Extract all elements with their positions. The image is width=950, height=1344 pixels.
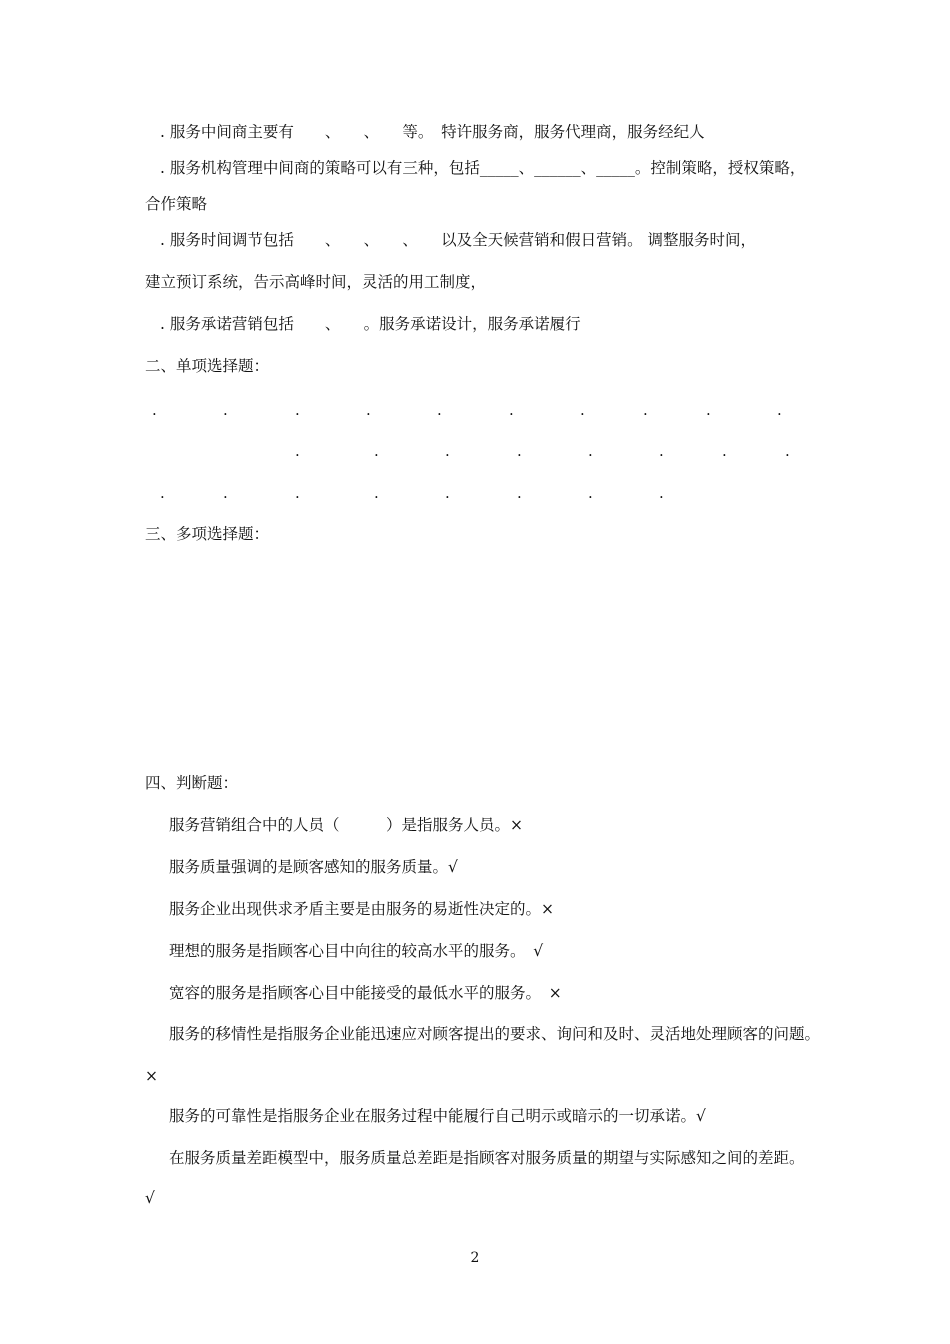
- answer-dot: .: [223, 484, 228, 502]
- fill-in-question-2-continued: 合作策略: [145, 195, 208, 213]
- answer-dot: .: [445, 442, 450, 460]
- answer-dot: .: [659, 442, 664, 460]
- answer-dot: .: [295, 442, 300, 460]
- answer-dot: .: [777, 401, 782, 419]
- true-false-item-continued: √: [145, 1189, 155, 1207]
- section-heading-single-choice: 二、单项选择题：: [145, 357, 270, 375]
- fill-in-question-3: . 服务时间调节包括 、 、 、 以及全天候营销和假日营销。 调整服务时间，: [160, 231, 757, 249]
- true-false-item: 理想的服务是指顾客心目中向往的较高水平的服务。 √: [169, 942, 544, 960]
- true-false-item: 服务的可靠性是指服务企业在服务过程中能履行自己明示或暗示的一切承诺。√: [169, 1107, 706, 1125]
- true-false-item: 在服务质量差距模型中，服务质量总差距是指顾客对服务质量的期望与实际感知之间的差距。: [169, 1149, 805, 1167]
- answer-dot: .: [588, 442, 593, 460]
- answer-dot: .: [160, 484, 165, 502]
- answer-dot: .: [445, 484, 450, 502]
- section-heading-multiple-choice: 三、多项选择题：: [145, 525, 270, 543]
- answer-dot: .: [643, 401, 648, 419]
- answer-dot: .: [223, 401, 228, 419]
- answer-dot: .: [659, 484, 664, 502]
- answer-dot: .: [517, 484, 522, 502]
- answer-dot: .: [374, 442, 379, 460]
- true-false-item-continued: ×: [145, 1067, 158, 1085]
- fill-in-question-4: . 服务承诺营销包括 、 。服务承诺设计，服务承诺履行: [160, 315, 581, 333]
- answer-dot: .: [295, 401, 300, 419]
- page-number: 2: [470, 1250, 480, 1266]
- answer-dot: .: [509, 401, 514, 419]
- fill-in-question-3-continued: 建立预订系统，告示高峰时间，灵活的用工制度，: [145, 273, 487, 291]
- answer-dot: .: [366, 401, 371, 419]
- answer-dot: .: [295, 484, 300, 502]
- answer-dot: .: [588, 484, 593, 502]
- true-false-item: 服务质量强调的是顾客感知的服务质量。√: [169, 858, 458, 876]
- answer-dot: .: [437, 401, 442, 419]
- true-false-item: 服务企业出现供求矛盾主要是由服务的易逝性决定的。×: [169, 900, 554, 918]
- section-heading-true-false: 四、判断题：: [145, 774, 239, 792]
- answer-dot: .: [517, 442, 522, 460]
- answer-dot: .: [785, 442, 790, 460]
- answer-dot: .: [152, 401, 157, 419]
- answer-dot: .: [706, 401, 711, 419]
- answer-dot: .: [722, 442, 727, 460]
- true-false-item: 服务的移情性是指服务企业能迅速应对顾客提出的要求、询问和及时、灵活地处理顾客的问题。: [169, 1025, 821, 1043]
- answer-dot: .: [374, 484, 379, 502]
- true-false-item: 宽容的服务是指顾客心目中能接受的最低水平的服务。 ×: [169, 984, 562, 1002]
- answer-dot: .: [580, 401, 585, 419]
- true-false-item: 服务营销组合中的人员（ ）是指服务人员。×: [169, 816, 523, 834]
- fill-in-question-2: . 服务机构管理中间商的策略可以有三种，包括_____、______、_____。控制策略，授权策略，: [160, 159, 806, 177]
- fill-in-question-1: . 服务中间商主要有 、 、 等。 特许服务商，服务代理商，服务经纪人: [160, 123, 705, 141]
